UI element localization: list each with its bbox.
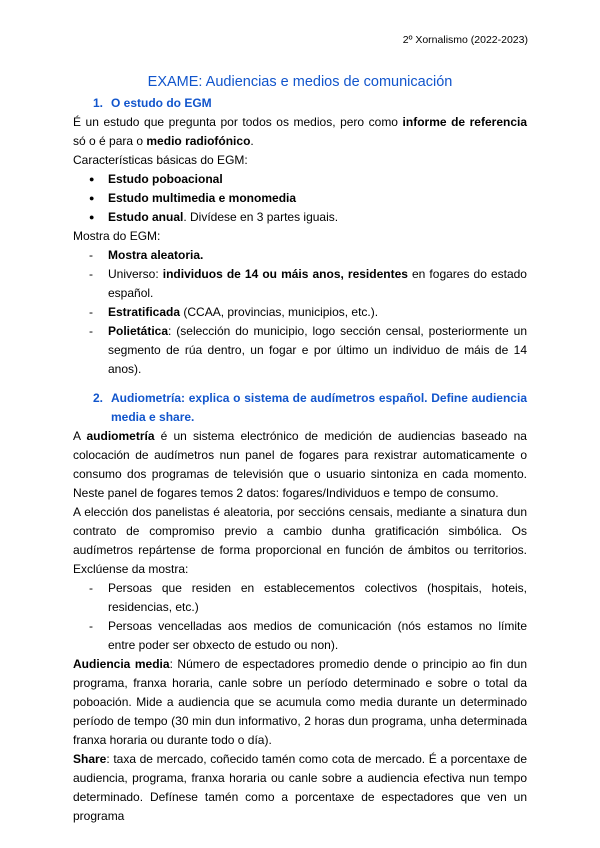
dash-list xyxy=(73,579,527,655)
bold-run: Estudo poboacional xyxy=(108,172,223,186)
dash-list xyxy=(73,246,527,379)
bold-run: Polietática xyxy=(108,324,169,338)
text-run: . Divídese en 3 partes iguais. xyxy=(183,210,339,224)
section-number: 1. xyxy=(92,96,103,110)
bold-run: individuos de 14 ou máis anos, residentes xyxy=(162,267,408,281)
page-title: EXAME: Audiencias e medios de comunicación xyxy=(147,74,453,90)
bullet-icon: ● xyxy=(89,193,95,203)
text-run: en fogares do estado español. xyxy=(108,267,527,300)
list-item xyxy=(89,208,527,227)
section-number: 2. xyxy=(92,391,103,405)
bold-run: Share xyxy=(73,752,107,766)
text-run: só o é para o xyxy=(73,134,147,148)
list-item xyxy=(89,170,527,189)
text-run: É un estudo que pregunta por todos os medios, pero como xyxy=(73,115,403,129)
list-item xyxy=(89,617,527,655)
bold-run: Estudo multimedia e monomedia xyxy=(108,191,297,205)
dash-icon: - xyxy=(89,248,93,262)
paragraph: Mostra do EGM: xyxy=(73,229,161,243)
section-heading-text: O estudo do EGM xyxy=(111,96,212,110)
text-run: é un sistema electrónico de medición de audiencias baseado na colocación de audímetros nun panel de fogares para rexistrar automaticamente o consumo dos programas de televisión que o usuario sintoniza en cada momento. Neste panel de fogares temos 2 datos: fogares/Individuos e tempo de consumo. xyxy=(73,429,527,500)
bold-run: audiometría xyxy=(86,429,155,443)
list-item xyxy=(89,303,527,322)
document-body xyxy=(73,73,527,826)
section-heading-2 xyxy=(73,389,527,427)
spacer xyxy=(73,379,527,389)
bold-run: Mostra aleatoria. xyxy=(108,248,204,262)
paragraph: Características básicas do EGM: xyxy=(73,153,248,167)
dash-icon: - xyxy=(89,267,93,281)
text-run: A xyxy=(73,429,87,443)
dash-icon: - xyxy=(89,324,93,338)
paragraph xyxy=(73,427,527,503)
bullet-icon: ● xyxy=(89,212,95,222)
text-run: Persoas que residen en establecementos colectivos (hospitais, hoteis, residencias, etc.) xyxy=(108,581,527,614)
dash-icon: - xyxy=(89,581,93,595)
dash-icon: - xyxy=(89,619,93,633)
text-run: Universo: xyxy=(108,267,163,281)
bold-run: Estratificada xyxy=(108,305,181,319)
dash-icon: - xyxy=(89,305,93,319)
paragraph xyxy=(73,655,527,750)
text-run: : Número de espectadores promedio dende o principio ao fin dun programa, franxa horaria, canle sobre un período determinado e sobre o total da poboación. Mide a audiencia que se acumula como media durante un determinado período de tempo (30 min dun informativo, 2 horas dun programa, unha determinada franxa horaria ou durante todo o día). xyxy=(73,657,527,747)
paragraph xyxy=(73,113,527,151)
bold-run: Audiencia media xyxy=(73,657,170,671)
bold-run: informe de referencia xyxy=(402,115,527,129)
list-item xyxy=(89,246,527,265)
paragraph xyxy=(73,750,527,826)
paragraph: A elección dos panelistas é aleatoria, por seccións censais, mediante a sinatura dun contrato de compromiso previo a cambio dunha gratificación simbólica. Os audímetros repártense de forma proporcional en función de ámbitos ou territorios. Exclúense da mostra: xyxy=(73,505,527,576)
bold-run: Estudo anual xyxy=(108,210,184,224)
course-header: 2º Xornalismo (2022-2023) xyxy=(402,34,528,46)
list-item xyxy=(89,189,527,208)
bold-run: medio radiofónico xyxy=(146,134,251,148)
text-run: : taxa de mercado, coñecido tamén como cota de mercado. É a porcentaxe de audiencia, programa, franxa horaria ou canle sobre a audiencia efectiva nun tempo determinado. Defínese tamén como a porcentaxe de espectadores que ven un programa xyxy=(73,752,527,823)
list-item xyxy=(89,322,527,379)
section-heading-1 xyxy=(73,94,527,113)
text-run: (CCAA, provincias, municipios, etc.). xyxy=(180,305,379,319)
text-run: . xyxy=(250,134,254,148)
section-heading-text: Audiometría: explica o sistema de audímetros español. Define audiencia media e share. xyxy=(111,391,527,424)
list-item xyxy=(89,265,527,303)
bullet-list xyxy=(73,170,527,227)
text-run: : (selección do municipio, logo sección censal, posteriormente un segmento de rúa dentro, un fogar e por último un individuo de máis de 14 anos). xyxy=(108,324,527,376)
list-item xyxy=(89,579,527,617)
text-run: Persoas vencelladas aos medios de comunicación (nós estamos no límite entre poder ser obxecto de estudo ou non). xyxy=(108,619,527,652)
bullet-icon: ● xyxy=(89,174,95,184)
